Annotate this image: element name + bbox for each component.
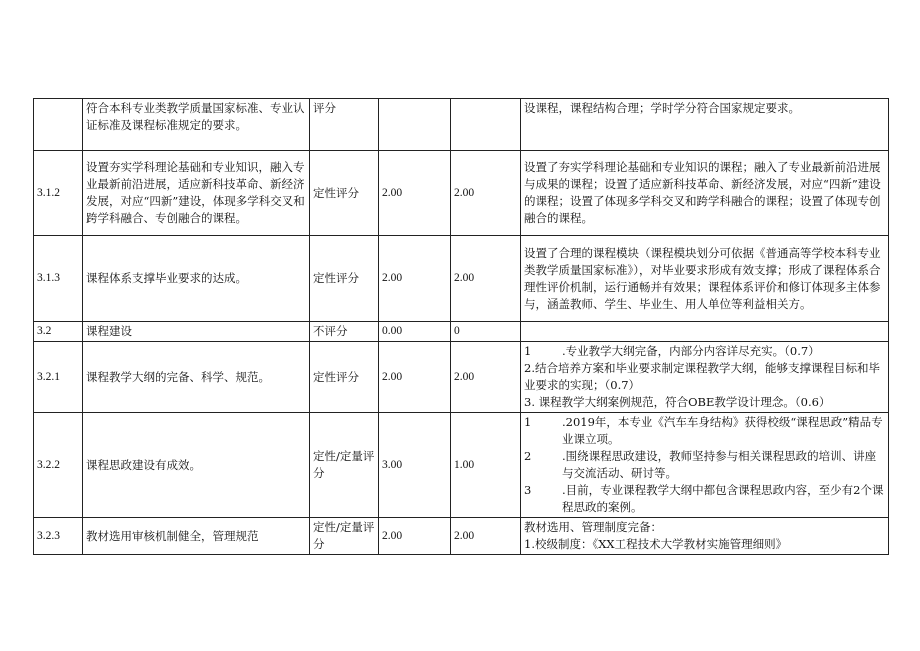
table-row — [34, 413, 889, 518]
method-cell: 定性/定量评分 — [310, 413, 379, 518]
item-number: 1 — [524, 344, 532, 358]
item-number: 3 — [524, 483, 532, 497]
evidence-cell: 设置了合理的课程模块（课程模块划分可依据《普通高等学校本科专业类教学质量国家标准》），对毕业要求形成有效支撑；形成了课程体系合理性评价机制，运行通畅并有效果；课程体系评价和修订体现多主体参与，涵盖教师、学生、毕业生、用人单位等利益相关方。 — [521, 236, 889, 322]
item-id: 3.2.2 — [34, 413, 83, 518]
item-id — [34, 99, 83, 151]
table-row — [34, 342, 889, 413]
evidence-item: 1.校级制度：《XX工程技术大学教材实施管理细则》 — [524, 537, 788, 551]
table-row — [34, 99, 889, 151]
table-row — [34, 322, 889, 342]
full-score-cell — [379, 99, 451, 151]
evidence-cell — [521, 518, 889, 555]
evidence-cell: 设置了夯实学科理论基础和专业知识的课程；融入了专业最新前沿进展与成果的课程；设置了适应新科技革命、新经济发展，对应“四新”建设的课程；设置了体现多学科交叉和跨学科融合的课程；设置了体现专创融合的课程。 — [521, 151, 889, 236]
evidence-cell — [521, 342, 889, 413]
evidence-item — [524, 414, 885, 448]
method-cell: 定性评分 — [310, 151, 379, 236]
requirement-cell: 课程教学大纲的完备、科学、规范。 — [83, 342, 310, 413]
evidence-item — [524, 482, 885, 516]
item-id: 3.1.3 — [34, 236, 83, 322]
score-cell: 2.00 — [451, 151, 521, 236]
evidence-cell — [521, 322, 889, 342]
table-row — [34, 236, 889, 322]
method-cell: 定性/定量评分 — [310, 518, 379, 555]
item-id: 3.2.1 — [34, 342, 83, 413]
full-score-cell: 3.00 — [379, 413, 451, 518]
evidence-cell: 设课程，课程结构合理；学时学分符合国家规定要求。 — [521, 99, 889, 151]
requirement-cell: 符合本科专业类教学质量国家标准、专业认证标准及课程标准规定的要求。 — [83, 99, 310, 151]
evaluation-table — [33, 98, 889, 555]
full-score-cell: 2.00 — [379, 518, 451, 555]
table-row — [34, 151, 889, 236]
evidence-item — [524, 448, 885, 482]
item-text: .专业教学大纲完备，内部分内容详尽充实。（0.7） — [562, 344, 820, 358]
item-number: 2 — [524, 449, 532, 463]
method-cell: 评分 — [310, 99, 379, 151]
item-number: 1 — [524, 415, 532, 429]
method-cell: 不评分 — [310, 322, 379, 342]
evidence-item: 3. 课程教学大纲案例规范，符合OBE教学设计理念。（0.6） — [524, 395, 831, 409]
score-cell: 2.00 — [451, 342, 521, 413]
requirement-cell: 教材选用审核机制健全，管理规范 — [83, 518, 310, 555]
score-cell: 0 — [451, 322, 521, 342]
evidence-item: 2.结合培养方案和毕业要求制定课程教学大纲，能够支撑课程目标和毕业要求的实现；（0.7） — [524, 361, 880, 392]
full-score-cell: 2.00 — [379, 151, 451, 236]
evidence-cell — [521, 413, 889, 518]
evidence-item: 教材选用、管理制度完备： — [524, 520, 662, 534]
item-id: 3.2.3 — [34, 518, 83, 555]
method-cell: 定性评分 — [310, 236, 379, 322]
requirement-cell: 课程体系支撑毕业要求的达成。 — [83, 236, 310, 322]
table-row — [34, 518, 889, 555]
item-text: .围绕课程思政建设，教师坚持参与相关课程思政的培训、讲座与交流活动、研讨等。 — [562, 449, 877, 480]
requirement-cell: 课程建设 — [83, 322, 310, 342]
item-id: 3.2 — [34, 322, 83, 342]
requirement-cell: 设置夯实学科理论基础和专业知识，融入专业最新前沿进展，适应新科技革命、新经济发展，对应“四新”建设，体现多学科交叉和跨学科融合、专创融合的课程。 — [83, 151, 310, 236]
score-cell: 2.00 — [451, 518, 521, 555]
item-text: .目前，专业课程教学大纲中都包含课程思政内容，至少有2个课程思政的案例。 — [562, 483, 884, 514]
full-score-cell: 2.00 — [379, 236, 451, 322]
item-id: 3.1.2 — [34, 151, 83, 236]
score-cell: 1.00 — [451, 413, 521, 518]
full-score-cell: 0.00 — [379, 322, 451, 342]
full-score-cell: 2.00 — [379, 342, 451, 413]
item-text: .2019年，本专业《汽车车身结构》获得校级“课程思政”精品专业课立项。 — [562, 415, 883, 446]
requirement-cell: 课程思政建设有成效。 — [83, 413, 310, 518]
evidence-item — [524, 343, 885, 360]
score-cell — [451, 99, 521, 151]
score-cell: 2.00 — [451, 236, 521, 322]
method-cell: 定性评分 — [310, 342, 379, 413]
